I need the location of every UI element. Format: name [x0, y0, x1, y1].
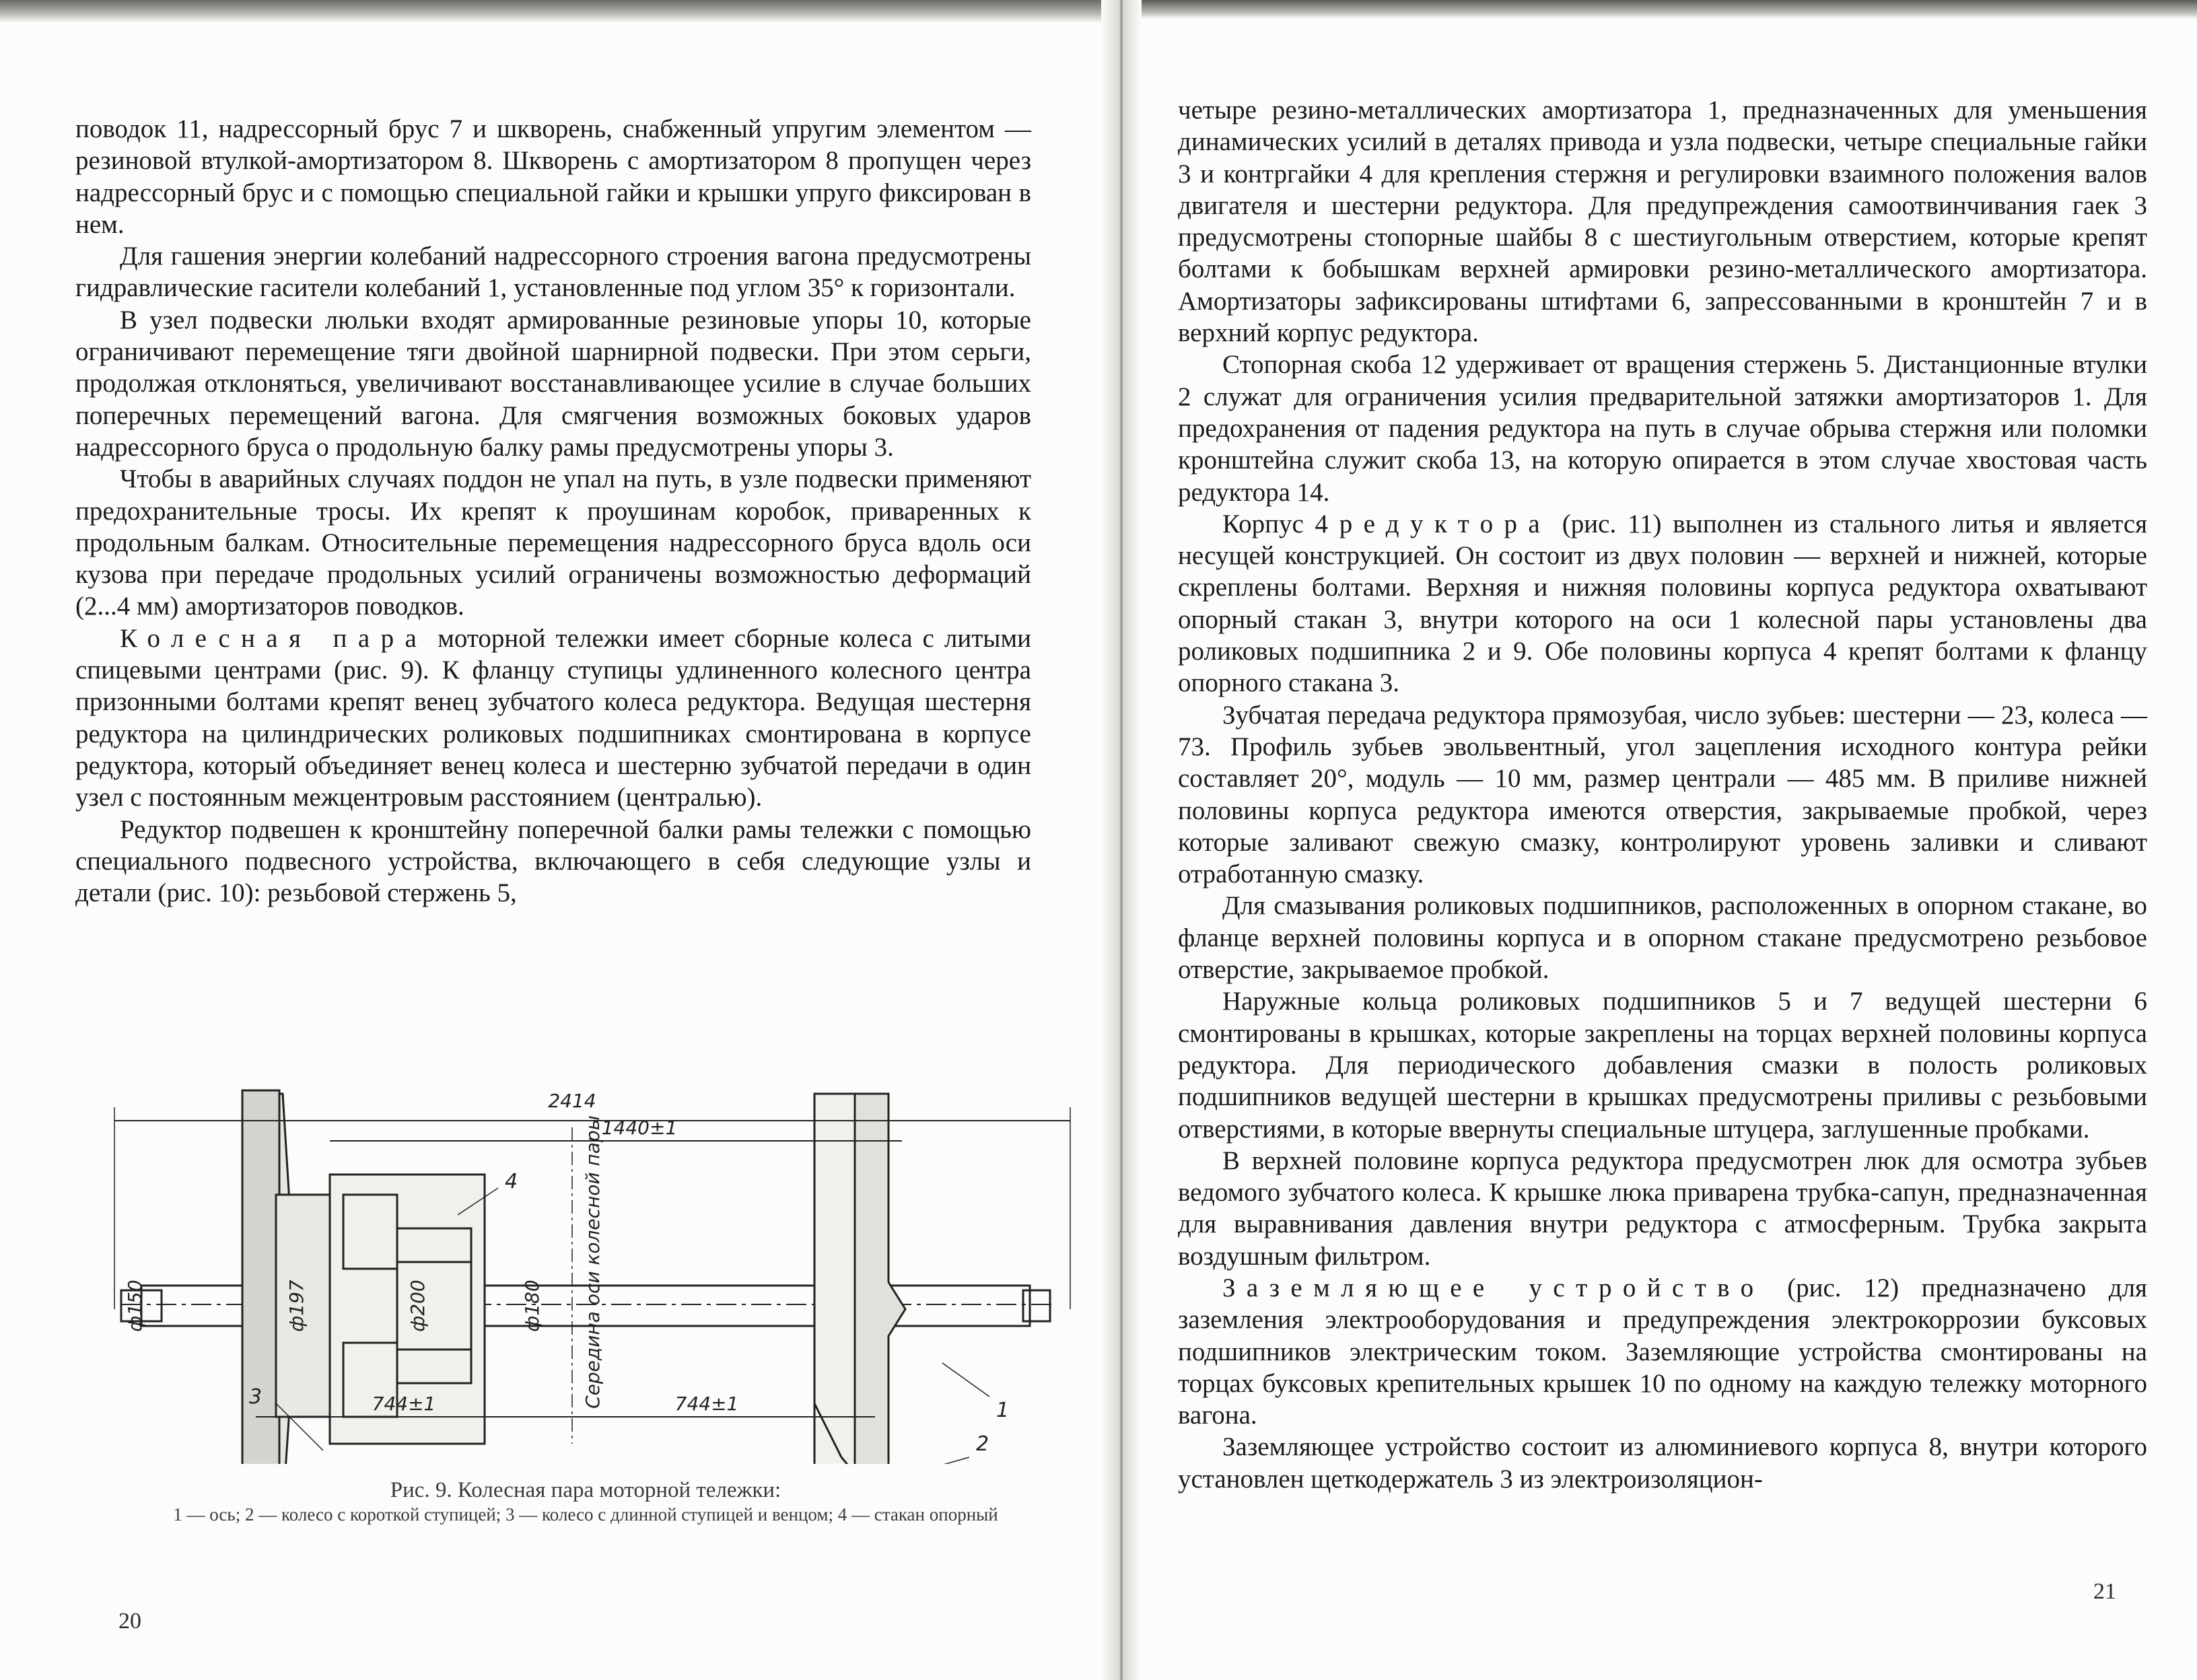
caption-title: Рис. 9. Колесная пара моторной тележки:: [390, 1478, 781, 1502]
diameter-label: ф197: [285, 1280, 308, 1332]
paragraph: Для гашения энергии колебаний надрессорного строения вагона предусмотрены гидравлические гасители колебаний 1, установленные под углом 35° к горизонтали.: [75, 242, 1031, 303]
page-number: 21: [2093, 1579, 2116, 1604]
dimension-label: 1440±1: [601, 1117, 678, 1139]
paragraph: Чтобы в аварийных случаях поддон не упал на путь, в узле подвески применяют предохранительные тросы. Их крепят к проушинам коробок, приваренных к продольным балкам. Относительные перемещения надрессорного бруса вдоль оси кузова при передаче продольных усилий ограничены возможностью деформаций (2...4 мм) амортизаторов поводков.: [75, 464, 1031, 621]
figure-caption: [108, 1477, 1063, 1526]
paragraph-text: (рис. 11) выполнен из стального литья и является несущей конструкцией. Он состоит из двух половин — верхней и нижней, которые скреплены болтами. Верхняя и нижняя половины корпуса редуктора охватывают опорный стакан 3, внутри которого на оси 1 колесной пары установлены два роликовых подшипника 2 и 9. Обе половины корпуса 4 крепят болтами к фланцу опорного стакана 3.: [1178, 509, 2148, 698]
wheelset-svg: [101, 1040, 1077, 1464]
paragraph: Наружные кольца роликовых подшипников 5 и 7 ведущей шестерни 6 смонтированы в крышках, которые закреплены на торцах верхней половины корпуса редуктора. Для периодического добавления смазки в полость роликовых подшипников ведущей шестерни в крышках предусмотрены приливы с резьбовыми отверстиями, в которые ввернуты специальные штуцера, заглушенные пробками.: [1178, 987, 2147, 1144]
paragraph: четыре резино-металлических амортизатора 1, предназначенных для уменьшения динамических усилий в деталях привода и узла подвески, четыре специальные гайки 3 и контргайки 4 для крепления стержня и регулировки взаимного положения валов двигателя и шестерни редуктора. Для предупреждения самоотвинчивания гаек 3 предусмотрены стопорные шайбы 8 с шестиугольным отверстием, которые крепят болтами к бобышкам верхней армировки резино-металлического амортизатора. Амортизаторы зафиксированы штифтами 6, запрессованными в кронштейн 7 и в верхний корпус редуктора.: [1178, 96, 2147, 348]
diameter-label: ф200: [407, 1280, 429, 1332]
dimension-label: 744±1: [674, 1393, 739, 1415]
paragraph: Зубчатая передача редуктора прямозубая, число зубьев: шестерни — 23, колеса — 73. Профиль зубьев эвольвентный, угол зацепления исходного контура рейки составляет 20°, модуль — 10 мм, размер централи — 485 мм. В приливе нижней половины корпуса редуктора имеются отверстия, закрываемые пробкой, через которые заливают свежую смазку, контролируют уровень заливки и сливают отработанную смазку.: [1178, 700, 2147, 889]
wheelset-drawing: [101, 1040, 1077, 1464]
diameter-label: ф150: [124, 1280, 146, 1332]
dimension-label: 2414: [548, 1090, 596, 1112]
axis-label: Середина оси колесной пары: [582, 1115, 604, 1409]
paragraph: Заземляющее устройство состоит из алюминиевого корпуса 8, внутри которого установлен щеткодержатель 3 из электроизоляцион-: [1178, 1432, 2147, 1494]
part-label: 2: [976, 1432, 989, 1456]
part-label: 1: [996, 1399, 1010, 1422]
dimension-label: 744±1: [372, 1393, 436, 1415]
paragraph: В узел подвески люльки входят армированные резиновые упоры 10, которые ограничивают перемещение тяги двойной шарнирной подвески. При этом серьги, продолжая отклоняться, увеличивают восстанавливающее усилие в случае больших поперечных перемещений вагона. Для смягчения возможных боковых ударов надрессорного бруса о продольную балку рамы предусмотрены упоры 3.: [75, 305, 1031, 462]
part-label: 4: [505, 1170, 518, 1193]
section-heading: Колесная пара: [120, 623, 428, 653]
section-heading: Заземляющее устройство: [1222, 1273, 1765, 1302]
book-spine: [1101, 0, 1142, 1680]
page-number: 20: [118, 1609, 141, 1634]
caption-legend: 1 — ось; 2 — колесо с короткой ступицей; 3 — колесо с длинной ступицей и венцом; 4 — стакан опорный: [173, 1504, 998, 1525]
left-text-column: [75, 113, 1031, 909]
paragraph-text: (рис. 12) предназначено для заземления электрооборудования и предупреждения электрокоррозии буксовых подшипников электрическим током. Заземляющие устройства смонтированы на торцах буксовых крепительных крышек 10 по одному на каждую тележку моторного вагона.: [1178, 1273, 2147, 1430]
paragraph: [75, 623, 1031, 814]
paragraph: Редуктор подвешен к кронштейну поперечной балки рамы тележки с помощью специального подвесного устройства, включающего в себя следующие узлы и детали (рис. 10): резьбовой стержень 5,: [75, 814, 1031, 908]
paragraph-text: Корпус 4: [1222, 509, 1328, 538]
paragraph: Стопорная скоба 12 удерживает от вращения стержень 5. Дистанционные втулки 2 служат для ограничения усилия предварительной затяжки амортизаторов 1. Для предохранения от падения редуктора на путь в случае обрыва стержня или поломки кронштейна служит скоба 13, на которую опирается в этом случае хвостовая часть редуктора 14.: [1178, 350, 2147, 507]
paragraph-text: моторной тележки имеет сборные колеса с литыми спицевыми центрами (рис. 9). К фланцу ступицы удлиненного колесного центра призонными болтами крепят венец зубчатого колеса редуктора. Ведущая шестерня редуктора на цилиндрических роликовых подшипниках смонтирована в корпусе редуктора, который объединяет венец колеса и шестерню зубчатой передачи в один узел с постоянным межцентровым расстоянием (централью).: [75, 623, 1031, 812]
right-page: [1138, 0, 2197, 1680]
paragraph: [1178, 1272, 2147, 1431]
right-text-column: [1178, 94, 2147, 1495]
paragraph: поводок 11, надрессорный брус 7 и шкворень, снабженный упругим элементом — резиновой втулкой-амортизатором 8. Шкворень с амортизатором 8 пропущен через надрессорный брус и с помощью специальной гайки и крышки упруго фиксирован в нем.: [75, 114, 1031, 239]
diameter-label: ф180: [521, 1280, 543, 1332]
part-label: 3: [249, 1385, 263, 1409]
paragraph: Для смазывания роликовых подшипников, расположенных в опорном стакане, во фланце верхней половины корпуса и в опорном стакане предусмотрено резьбовое отверстие, закрываемое пробкой.: [1178, 891, 2147, 985]
paragraph: [1178, 508, 2147, 699]
section-heading: редуктора: [1339, 509, 1551, 538]
paragraph: В верхней половине корпуса редуктора предусмотрен люк для осмотра зубьев ведомого зубчатого колеса. К крышке люка приварена трубка-сапун, предназначенная для выравнивания давления внутри редуктора с атмосферным. Трубка закрыта воздушным фильтром.: [1178, 1146, 2147, 1271]
